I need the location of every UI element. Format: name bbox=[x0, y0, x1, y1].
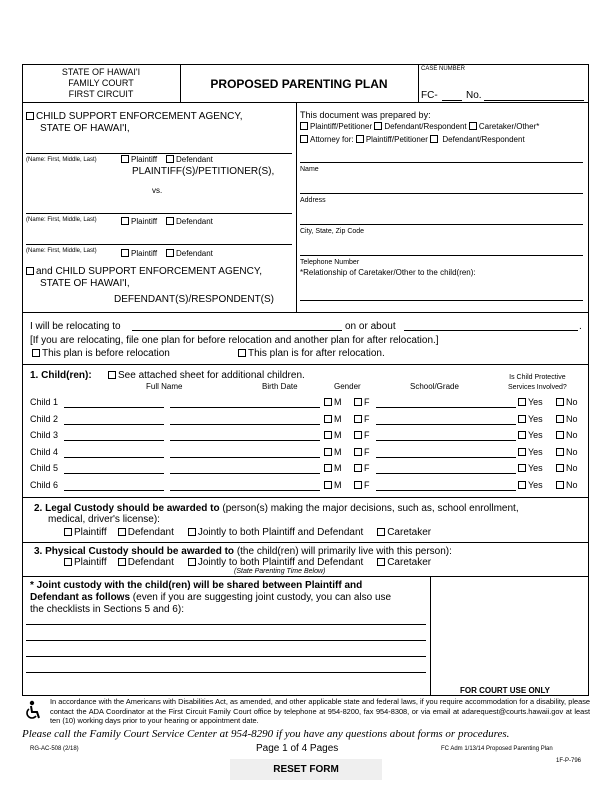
preparer-address-label: Address bbox=[300, 197, 326, 204]
cps-yes-option: Yes bbox=[518, 430, 543, 440]
court-use-label: FOR COURT USE ONLY bbox=[460, 686, 550, 695]
attached-sheet-option: See attached sheet for additional children. bbox=[108, 370, 305, 381]
child-school-field[interactable] bbox=[376, 440, 516, 441]
relocation-place-field[interactable] bbox=[132, 330, 342, 331]
legal-plaintiff-checkbox[interactable] bbox=[64, 528, 72, 536]
fc-prefix: FC- bbox=[421, 90, 438, 101]
defendant-respondent-label: DEFENDANT(S)/RESPONDENT(S) bbox=[114, 294, 275, 305]
form-adm: FC Adm 1/13/14 Proposed Parenting Plan bbox=[441, 746, 553, 752]
csea-defendant: and CHILD SUPPORT ENFORCEMENT AGENCY, STATE OF HAWAI'I, bbox=[26, 266, 262, 290]
col-school: School/Grade bbox=[410, 382, 459, 391]
ada-notice: In accordance with the Americans with Disabilities Act, as amended, and other applicable state and federal laws, if you require accommodation for a disability, please contact the ADA Coordinator at the First Circuit Family Court office by telephone at 954-8200, fax 954-8308, or via email at adarequest@courts.hawaii.gov at least ten (10) working days prior to your hearing or appointment date. bbox=[50, 697, 590, 725]
col-birth-date: Birth Date bbox=[262, 382, 298, 391]
joint-custody-line[interactable] bbox=[26, 640, 426, 641]
parenting-time-note: (State Parenting Time Below) bbox=[234, 568, 326, 575]
form-code: 1F-P-796 bbox=[556, 758, 582, 764]
prepared-caretaker-checkbox[interactable] bbox=[469, 122, 477, 130]
page-title: PROPOSED PARENTING PLAN bbox=[210, 77, 388, 91]
legal-caretaker-checkbox[interactable] bbox=[377, 528, 385, 536]
csea-plaintiff-checkbox[interactable] bbox=[26, 112, 34, 120]
gender-f-checkbox[interactable] bbox=[354, 448, 362, 456]
cps-yes-checkbox[interactable] bbox=[518, 398, 526, 406]
preparer-phone-field[interactable] bbox=[300, 255, 583, 256]
child-row bbox=[30, 430, 585, 444]
party-3-plaintiff-checkbox[interactable] bbox=[121, 249, 129, 257]
physical-defendant-checkbox[interactable] bbox=[118, 558, 126, 566]
vs-label: vs. bbox=[152, 186, 163, 195]
cps-yes-checkbox[interactable] bbox=[518, 448, 526, 456]
cps-no-checkbox[interactable] bbox=[556, 481, 564, 489]
gender-m-checkbox[interactable] bbox=[324, 481, 332, 489]
cps-yes-option: Yes bbox=[518, 480, 543, 490]
child-school-field[interactable] bbox=[376, 457, 516, 458]
child-row bbox=[30, 414, 585, 428]
prepared-by-heading: This document was prepared by: bbox=[300, 110, 431, 120]
joint-custody-heading: * Joint custody with the child(ren) will be shared between Plaintiff and Defendant as follows (even if you are suggesting joint custody, you can also use the checklists in Sections 5 and 6): bbox=[30, 580, 392, 615]
child-birth-field[interactable] bbox=[170, 490, 320, 491]
gender-m-checkbox[interactable] bbox=[324, 415, 332, 423]
preparer-name-label: Name bbox=[300, 166, 319, 173]
attorney-checkbox[interactable] bbox=[300, 135, 308, 143]
col-full-name: Full Name bbox=[146, 382, 183, 391]
reset-form-button[interactable]: RESET FORM bbox=[230, 759, 382, 780]
legal-defendant-checkbox[interactable] bbox=[118, 528, 126, 536]
physical-plaintiff-checkbox[interactable] bbox=[64, 558, 72, 566]
after-relocation-option: This plan is for after relocation. bbox=[238, 348, 385, 359]
gender-f-option: F bbox=[354, 463, 370, 473]
cps-yes-checkbox[interactable] bbox=[518, 481, 526, 489]
child-name-field[interactable] bbox=[64, 490, 164, 491]
name-hint: (Name: First, Middle, Last) bbox=[26, 248, 97, 254]
attorney-for-options: Attorney for: Plaintiff/Petitioner Defendant/Respondent bbox=[300, 135, 525, 144]
party-3-name-field[interactable] bbox=[26, 244, 292, 245]
cps-no-checkbox[interactable] bbox=[556, 464, 564, 472]
plaintiff-1-defendant-checkbox[interactable] bbox=[166, 155, 174, 163]
cps-yes-checkbox[interactable] bbox=[518, 415, 526, 423]
gender-m-checkbox[interactable] bbox=[324, 431, 332, 439]
party-2-defendant-checkbox[interactable] bbox=[166, 217, 174, 225]
child-birth-field[interactable] bbox=[170, 457, 320, 458]
legal-custody-heading: 2. Legal Custody should be awarded to (person(s) making the major decisions, such as, school enrollment, medical, driver's license): bbox=[34, 503, 519, 525]
gender-f-checkbox[interactable] bbox=[354, 481, 362, 489]
physical-joint-checkbox[interactable] bbox=[188, 558, 196, 566]
relocation-instruction: [If you are relocating, file one plan for before relocation and another plan for after relocation.] bbox=[30, 335, 439, 346]
gender-f-option: F bbox=[354, 397, 370, 407]
child-school-field[interactable] bbox=[376, 424, 516, 425]
child-name-field[interactable] bbox=[64, 424, 164, 425]
prepared-by-options: Plaintiff/Petitioner Defendant/Respondent Caretaker/Other* bbox=[300, 122, 539, 131]
child-row bbox=[30, 480, 585, 494]
child-label: Child 1 bbox=[30, 397, 59, 407]
attorney-plaintiff-checkbox[interactable] bbox=[356, 135, 364, 143]
gender-m-option: M bbox=[324, 414, 342, 424]
child-school-field[interactable] bbox=[376, 407, 516, 408]
cps-no-checkbox[interactable] bbox=[556, 431, 564, 439]
prepared-plaintiff-checkbox[interactable] bbox=[300, 122, 308, 130]
court-use-divider bbox=[430, 576, 431, 696]
no-label: No. bbox=[466, 90, 482, 101]
child-birth-field[interactable] bbox=[170, 440, 320, 441]
cps-no-checkbox[interactable] bbox=[556, 448, 564, 456]
cps-no-option: No bbox=[556, 447, 578, 457]
party-2-plaintiff-checkbox[interactable] bbox=[121, 217, 129, 225]
preparer-city-field[interactable] bbox=[300, 224, 583, 225]
child-row bbox=[30, 463, 585, 477]
after-relocation-checkbox[interactable] bbox=[238, 349, 246, 357]
relocation-bottom bbox=[22, 364, 589, 365]
gender-m-checkbox[interactable] bbox=[324, 448, 332, 456]
preparer-address-field[interactable] bbox=[300, 193, 583, 194]
children-bottom bbox=[22, 497, 589, 498]
gender-f-checkbox[interactable] bbox=[354, 415, 362, 423]
child-birth-field[interactable] bbox=[170, 473, 320, 474]
header-divider bbox=[22, 102, 589, 103]
csea-plaintiff: CHILD SUPPORT ENFORCEMENT AGENCY, STATE OF HAWAI'I, bbox=[26, 111, 243, 135]
preparer-phone-label: Telephone Number bbox=[300, 259, 360, 266]
cps-no-option: No bbox=[556, 414, 578, 424]
before-relocation-option: This plan is before relocation bbox=[32, 348, 170, 359]
case-number-label: CASE NUMBER bbox=[421, 66, 466, 72]
relocation-date-field[interactable] bbox=[404, 330, 578, 331]
party-2-name-field[interactable] bbox=[26, 213, 292, 214]
party-3-defendant-checkbox[interactable] bbox=[166, 249, 174, 257]
child-label: Child 6 bbox=[30, 479, 59, 490]
gender-f-checkbox[interactable] bbox=[354, 431, 362, 439]
csea-defendant-checkbox[interactable] bbox=[26, 267, 34, 275]
child-name-field[interactable] bbox=[64, 457, 164, 458]
court-name: STATE OF HAWAI'I FAMILY COURT FIRST CIRCUIT bbox=[61, 67, 141, 99]
cps-no-option: No bbox=[556, 480, 578, 490]
cps-yes-option: Yes bbox=[518, 463, 543, 473]
child-birth-field[interactable] bbox=[170, 424, 320, 425]
gender-m-option: M bbox=[324, 480, 342, 490]
child-name-field[interactable] bbox=[64, 407, 164, 408]
parties-bottom bbox=[22, 312, 589, 313]
gender-f-checkbox[interactable] bbox=[354, 464, 362, 472]
case-number-field[interactable] bbox=[484, 100, 584, 101]
prepared-defendant-checkbox[interactable] bbox=[374, 122, 382, 130]
child-birth-field[interactable] bbox=[170, 407, 320, 408]
child-label: Child 4 bbox=[30, 446, 59, 457]
child-row bbox=[30, 447, 585, 461]
gender-f-option: F bbox=[354, 447, 370, 457]
col-gender: Gender bbox=[334, 382, 361, 391]
relocation-date-label: on or about bbox=[345, 321, 396, 332]
page-number: Page 1 of 4 Pages bbox=[256, 743, 339, 754]
child-label: Child 3 bbox=[30, 430, 59, 440]
plaintiff-1-plaintiff-checkbox[interactable] bbox=[121, 155, 129, 163]
joint-custody-line[interactable] bbox=[26, 672, 426, 673]
gender-m-option: M bbox=[324, 447, 342, 457]
physical-caretaker-checkbox[interactable] bbox=[377, 558, 385, 566]
col-cps: Is Child Protective Services Involved? bbox=[508, 374, 567, 391]
service-center-notice: Please call the Family Court Service Center at 954-8290 if you have any questions about forms or procedures. bbox=[22, 728, 510, 740]
gender-m-option: M bbox=[324, 397, 342, 407]
cps-no-checkbox[interactable] bbox=[556, 415, 564, 423]
gender-m-option: M bbox=[324, 430, 342, 440]
gender-f-option: F bbox=[354, 414, 370, 424]
cps-no-option: No bbox=[556, 430, 578, 440]
name-hint: (Name: First, Middle, Last) bbox=[26, 157, 97, 163]
child-name-field[interactable] bbox=[64, 440, 164, 441]
header-divider-v2 bbox=[418, 64, 419, 102]
joint-custody-line[interactable] bbox=[26, 656, 426, 657]
physical-bottom bbox=[22, 576, 589, 577]
fc-field[interactable] bbox=[442, 100, 462, 101]
child-school-field[interactable] bbox=[376, 473, 516, 474]
child-name-field[interactable] bbox=[64, 473, 164, 474]
gender-m-option: M bbox=[324, 463, 342, 473]
cps-no-checkbox[interactable] bbox=[556, 398, 564, 406]
legal-joint-checkbox[interactable] bbox=[188, 528, 196, 536]
preparer-city-label: City, State, Zip Code bbox=[300, 228, 365, 235]
gender-f-option: F bbox=[354, 480, 370, 490]
cps-yes-option: Yes bbox=[518, 414, 543, 424]
accessibility-icon bbox=[24, 700, 42, 725]
cps-yes-option: Yes bbox=[518, 447, 543, 457]
party-3-role: Plaintiff Defendant bbox=[121, 249, 213, 258]
attorney-defendant-checkbox[interactable] bbox=[430, 135, 438, 143]
form-id: RG-AC-508 (2/18) bbox=[30, 746, 79, 752]
relationship-field[interactable] bbox=[300, 300, 583, 301]
physical-custody-heading: 3. Physical Custody should be awarded to (the child(ren) will primarily live with this person): bbox=[34, 546, 452, 557]
gender-m-checkbox[interactable] bbox=[324, 464, 332, 472]
before-relocation-checkbox[interactable] bbox=[32, 349, 40, 357]
child-label: Child 5 bbox=[30, 463, 59, 473]
relationship-label: *Relationship of Caretaker/Other to the child(ren): bbox=[300, 268, 476, 277]
plaintiff-1-name-field[interactable] bbox=[26, 153, 292, 154]
relocation-period: . bbox=[579, 321, 582, 332]
attached-sheet-checkbox[interactable] bbox=[108, 371, 116, 379]
legal-bottom bbox=[22, 542, 589, 543]
child-label: Child 2 bbox=[30, 413, 59, 424]
gender-m-checkbox[interactable] bbox=[324, 398, 332, 406]
cps-yes-checkbox[interactable] bbox=[518, 431, 526, 439]
plaintiff-petitioner-label: PLAINTIFF(S)/PETITIONER(S), bbox=[132, 166, 275, 177]
child-row bbox=[30, 397, 585, 411]
cps-no-option: No bbox=[556, 397, 578, 407]
children-heading: 1. Child(ren): bbox=[30, 370, 92, 381]
gender-f-checkbox[interactable] bbox=[354, 398, 362, 406]
plaintiff-1-role: Plaintiff Defendant bbox=[121, 155, 213, 164]
legal-options: Plaintiff Defendant Jointly to both Plaintiff and Defendant Caretaker bbox=[64, 527, 431, 538]
party-2-role: Plaintiff Defendant bbox=[121, 217, 213, 226]
cps-no-option: No bbox=[556, 463, 578, 473]
relocation-label: I will be relocating to bbox=[30, 321, 121, 332]
child-school-field[interactable] bbox=[376, 490, 516, 491]
parties-divider bbox=[296, 102, 297, 312]
gender-f-option: F bbox=[354, 430, 370, 440]
physical-options: Plaintiff Defendant Jointly to both Plaintiff and Defendant Caretaker bbox=[64, 557, 431, 568]
preparer-name-field[interactable] bbox=[300, 162, 583, 163]
cps-yes-checkbox[interactable] bbox=[518, 464, 526, 472]
name-hint: (Name: First, Middle, Last) bbox=[26, 217, 97, 223]
cps-yes-option: Yes bbox=[518, 397, 543, 407]
joint-custody-line[interactable] bbox=[26, 624, 426, 625]
